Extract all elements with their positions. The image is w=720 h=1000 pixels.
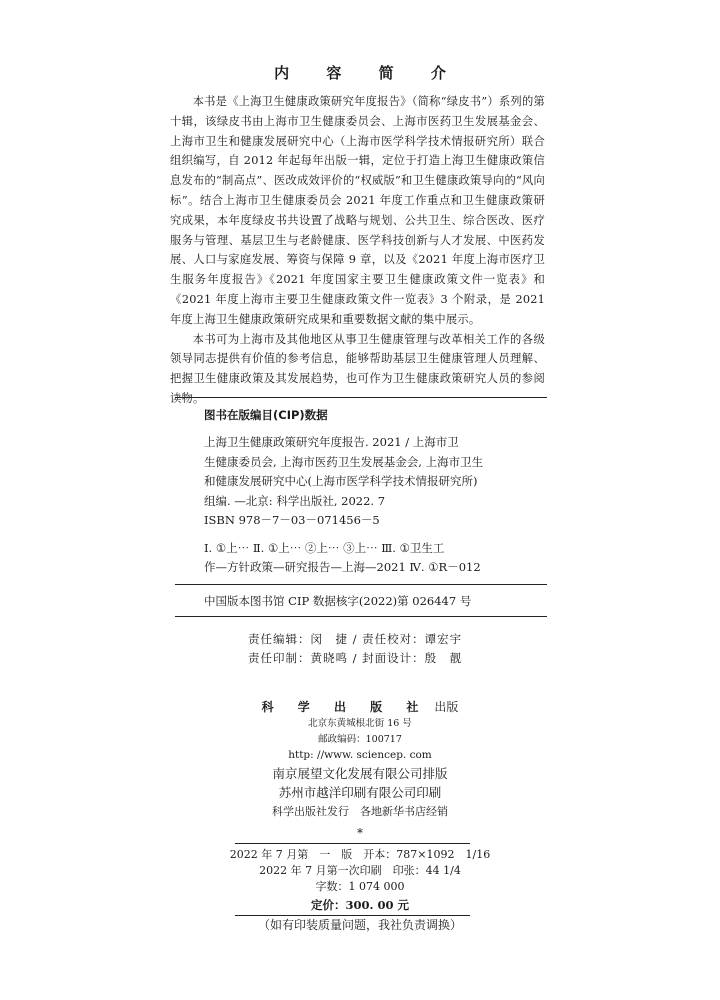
typesetter-line: 南京展望文化发展有限公司排版 bbox=[272, 766, 448, 781]
distributor-line: 科学出版社发行 各地新华书店经销 bbox=[272, 805, 448, 818]
cip-block bbox=[175, 397, 547, 617]
cip-line: 和健康发展研究中心(上海市医学科学技术情报研究所) bbox=[204, 474, 478, 488]
cip-classification-1: Ⅰ. ①上⋯ Ⅱ. ①上⋯ ②上⋯ ③上⋯ Ⅲ. ①卫生工 bbox=[204, 540, 445, 555]
staff-line-1: 责任编辑：闵 捷 / 责任校对：谭宏宇 bbox=[248, 632, 463, 646]
publisher-name: 科 学 出 版 社 bbox=[261, 700, 429, 714]
edition-top-rule bbox=[235, 843, 470, 844]
cip-top-rule bbox=[175, 397, 547, 398]
publisher-line bbox=[0, 698, 720, 715]
cip-line: 组编. —北京: 科学出版社, 2022. 7 bbox=[204, 493, 386, 508]
quality-notice: （如有印装质量问题，我社负责调换） bbox=[257, 918, 462, 932]
cip-heading: 图书在版编目(CIP)数据 bbox=[204, 408, 328, 422]
printing-line: 2022 年 7 月第一次印刷 印张：44 1/4 bbox=[259, 864, 461, 877]
publisher-url: http: //www. sciencep. com bbox=[288, 749, 432, 761]
publisher-address: 北京东黄城根北街 16 号 bbox=[308, 718, 412, 729]
summary-paragraph-1: 本书是《上海卫生健康政策研究年度报告》（简称“绿皮书”）系列的第十辑，该绿皮书由上海市卫生健康委员会、上海市医药卫生发展基金会、上海市卫生和健康发展研究中心（上海市医学科学技术情报研究所）联合组织编写，自 2012 年起每年出版一辑，定位于打造上海卫生健康政策信息发布的“制高点”、医改成效评价的“权威版”和卫生健康政策导向的“风向标”。结合上海市卫生健康委员会 2021 年度工作重点和卫生健康政策研究成果，本年度绿皮书共设置了战略与规划、公共卫生、综合医改、医疗服务与管理、基层卫生与老龄健康、医学科技创新与人才发展、中医药发展、人口与家庭发展、筹资与保障 9 章，以及《2021 年度上海市医疗卫生服务年度报告》《2021 年度国家主要卫生健康政策文件一览表》和《2021 年度上海市主要卫生健康政策文件一览表》3 个附录，是 2021 年度上海卫生健康政策研究成果和重要数据文献的集中展示。 bbox=[170, 95, 545, 326]
staff-line-2: 责任印制：黄晓鸣 / 封面设计：殷 靓 bbox=[248, 651, 463, 665]
cip-isbn: ISBN 978－7－03－071456－5 bbox=[204, 513, 380, 527]
publisher-suffix: 出版 bbox=[434, 700, 459, 714]
cip-mid-rule bbox=[175, 584, 547, 585]
printer-line: 苏州市越洋印刷有限公司印刷 bbox=[278, 785, 442, 800]
edition-line: 2022 年 7 月第 一 版 开本：787×1092 1/16 bbox=[229, 848, 491, 861]
page-title: 内 容 简 介 bbox=[274, 64, 462, 82]
summary-paragraph-2: 本书可为上海市及其他地区从事卫生健康管理与改革相关工作的各级领导同志提供有价值的参考信息，能够帮助基层卫生健康管理人员理解、把握卫生健康政策及其发展趋势，也可作为卫生健康政策研究人员的参阅读物。 bbox=[170, 332, 545, 405]
cip-line: 生健康委员会, 上海市医药卫生发展基金会, 上海市卫生 bbox=[204, 454, 484, 469]
publisher-postcode: 邮政编码：100717 bbox=[318, 734, 402, 745]
word-count: 字数：1 074 000 bbox=[315, 880, 405, 893]
cip-record bbox=[175, 433, 547, 578]
price: 定价：300. 00 元 bbox=[310, 898, 410, 912]
cip-line: 上海卫生健康政策研究年度报告. 2021 / 上海市卫 bbox=[204, 435, 459, 449]
cip-bottom-rule bbox=[175, 616, 547, 617]
staff-credits bbox=[248, 630, 462, 668]
separator-star: * bbox=[357, 826, 363, 840]
cip-classification-2: 作—方针政策—研究报告—上海—2021 Ⅳ. ①R－012 bbox=[204, 560, 481, 574]
content-summary bbox=[170, 92, 545, 409]
cip-check-number: 中国版本图书馆 CIP 数据核字(2022)第 026447 号 bbox=[204, 593, 472, 608]
